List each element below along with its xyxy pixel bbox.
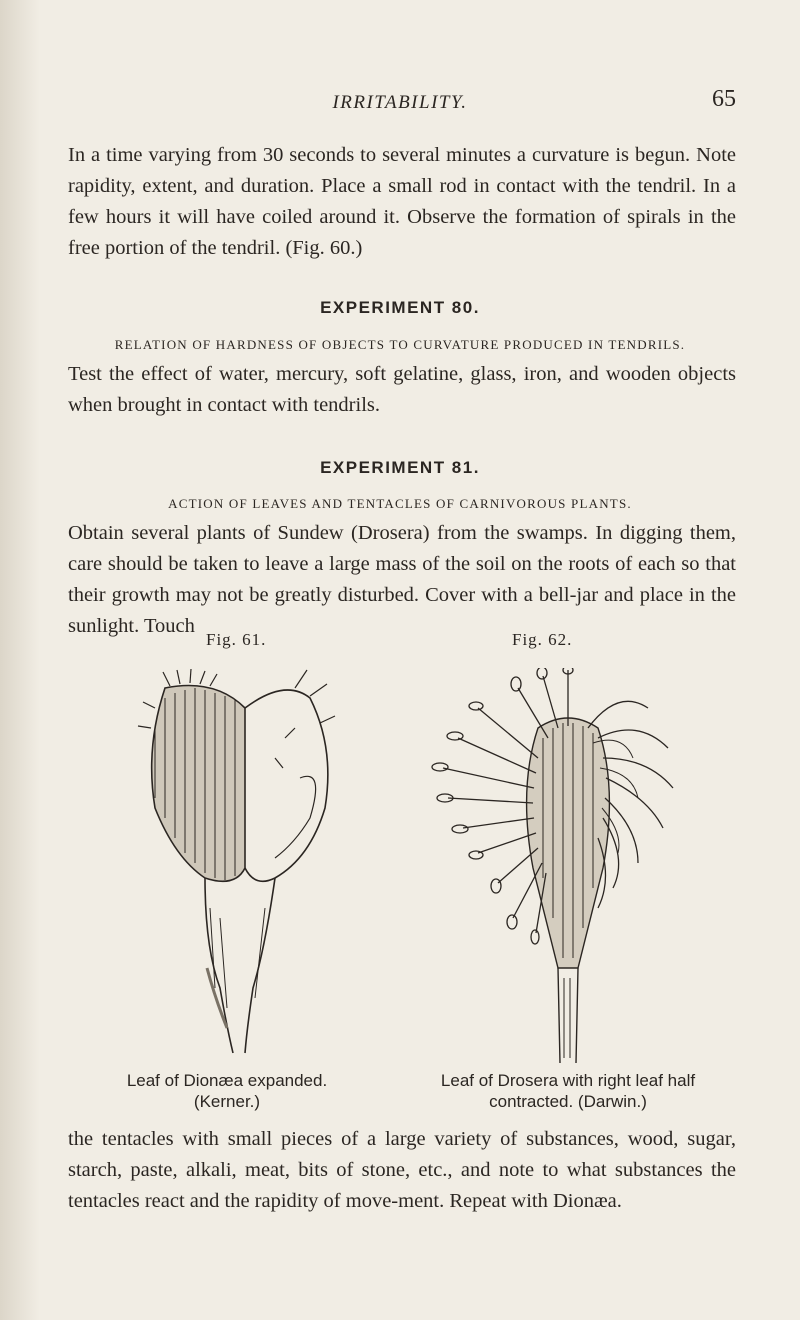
experiment-81-subtitle: ACTION OF LEAVES AND TENTACLES OF CARNIVOROUS PLANTS.	[168, 496, 632, 511]
paragraph-hardness-test	[68, 359, 736, 421]
running-head: IRRITABILITY.	[332, 92, 468, 113]
caption-line: Leaf of Dionæa expanded.	[126, 1071, 328, 1090]
paragraph-text: Obtain several plants of Sundew (Drosera) from the swamps. In digging them, care should be taken to leave a large mass of the soil on the roots of each so that their growth may not be greatly disturbed. Cover with a bell-jar and place in the sunlight. Touch	[68, 522, 736, 637]
paragraph-sundew	[68, 518, 736, 642]
drosera-leaf-illustration	[418, 668, 718, 1068]
figure-62-caption	[418, 1070, 718, 1112]
figure-61-label: Fig. 61.	[206, 630, 267, 649]
dionaea-leaf-illustration	[135, 668, 350, 1058]
paragraph-tentacle-test	[68, 1124, 736, 1217]
experiment-81-title: EXPERIMENT 81.	[320, 458, 480, 477]
paragraph-text: Test the effect of water, mercury, soft gelatine, glass, iron, and wooden objects when brought in contact with tendrils.	[68, 363, 736, 416]
figure-61-caption	[86, 1070, 368, 1112]
experiment-80-title: EXPERIMENT 80.	[320, 298, 480, 317]
figure-62-label: Fig. 62.	[512, 630, 573, 649]
caption-line: (Kerner.)	[193, 1092, 261, 1111]
paragraph-tendril-curvature	[68, 140, 736, 264]
experiment-80-subtitle: RELATION OF HARDNESS OF OBJECTS TO CURVATURE PRODUCED IN TENDRILS.	[114, 337, 686, 352]
paragraph-text: In a time varying from 30 seconds to several minutes a curvature is begun. Note rapidity, extent, and duration. Place a small rod in contact with the tendril. In a few hours it will have coiled around it. Observe the formation of spirals in the free portion of the tendril. (Fig. 60.)	[68, 144, 736, 259]
page-number: 65	[712, 86, 736, 112]
page-edge-shadow	[0, 0, 40, 1320]
caption-line: Leaf of Drosera with right leaf half	[440, 1071, 696, 1090]
paragraph-text: the tentacles with small pieces of a large variety of substances, wood, sugar, starch, paste, alkali, meat, bits of stone, etc., and note to what substances the tentacles react and the rapidity of move-ment. Repeat with Dionæa.	[68, 1128, 736, 1212]
caption-line: contracted. (Darwin.)	[489, 1092, 647, 1111]
